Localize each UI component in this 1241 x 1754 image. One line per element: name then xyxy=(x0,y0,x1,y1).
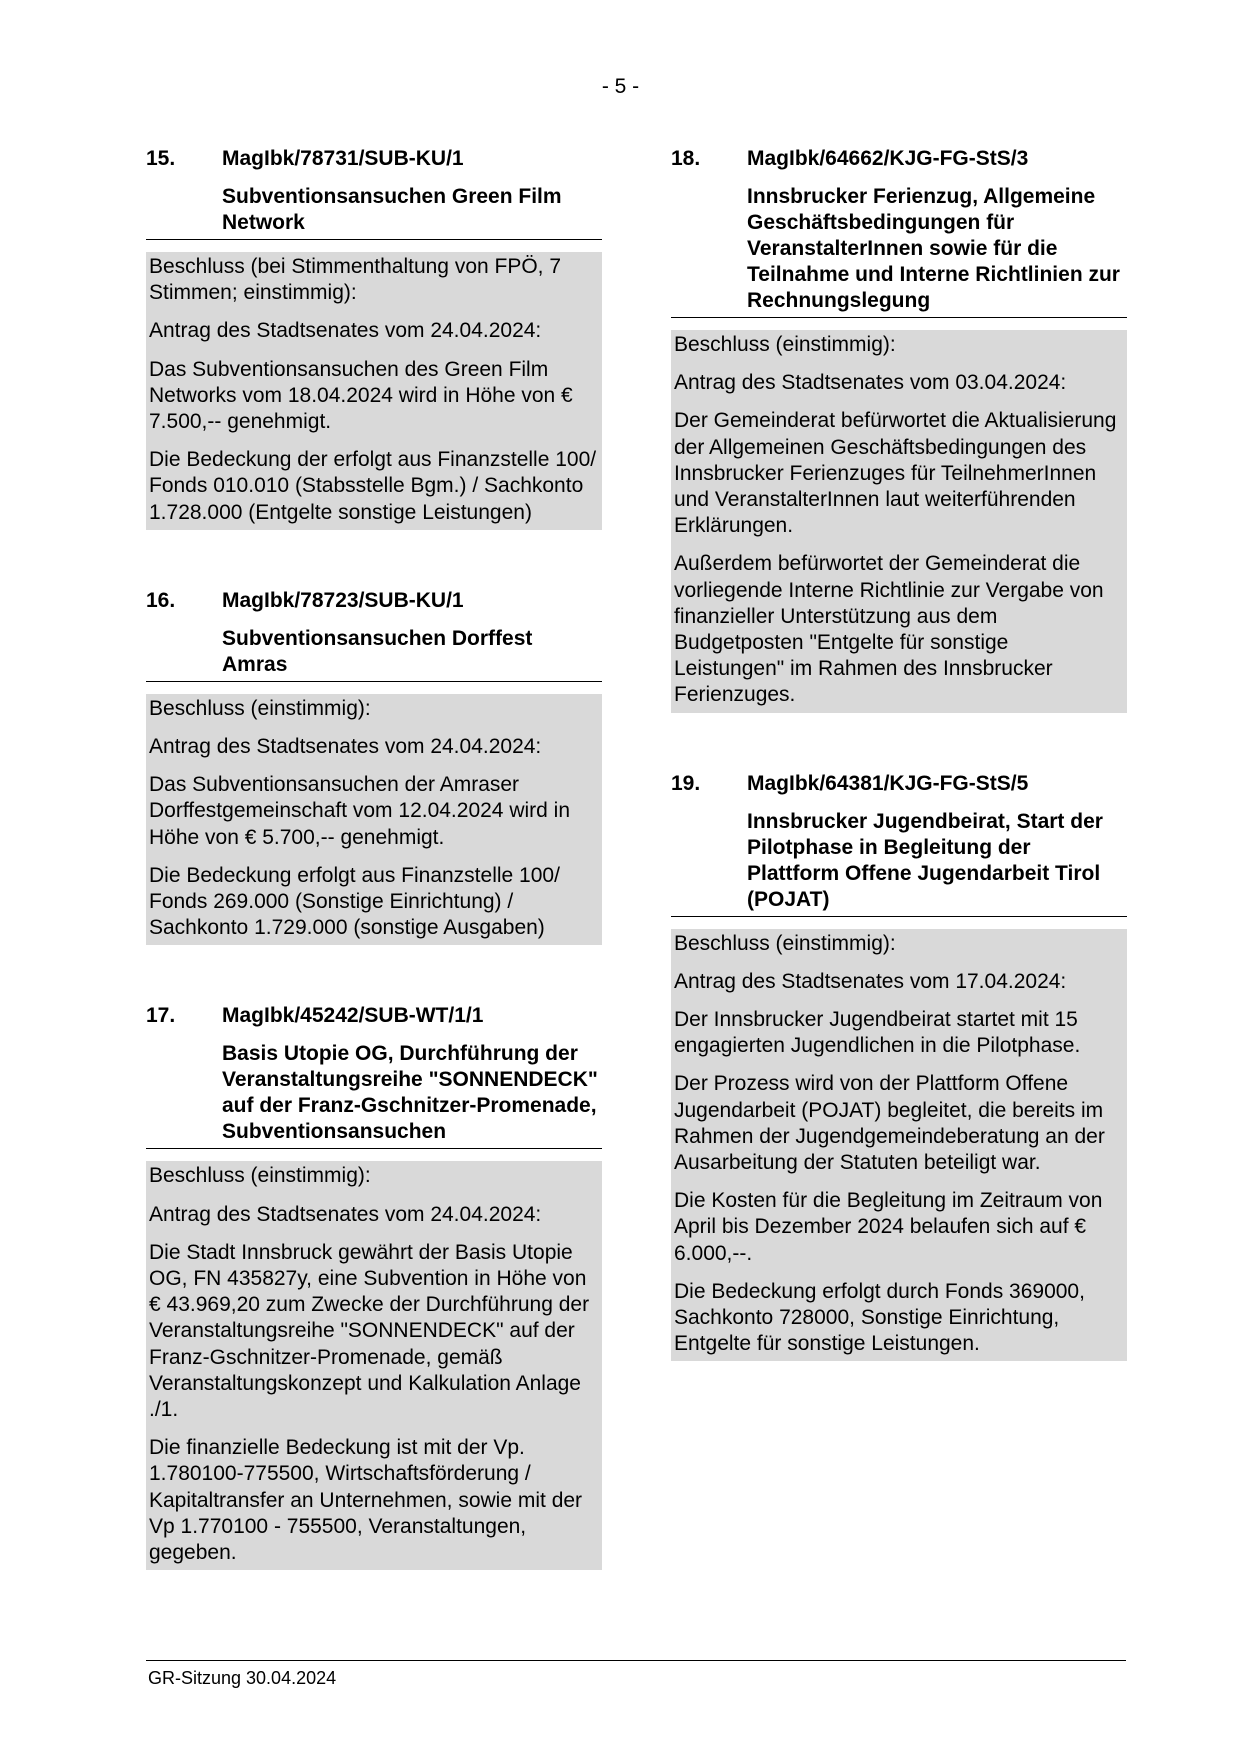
resolution-text: Beschluss (bei Stimmenthaltung von FPÖ, 7 Stimmen; einstimmig): xyxy=(149,255,562,305)
item-title: Basis Utopie OG, Durchführung der Veranstaltungsreihe "SONNENDECK" auf der Franz-Gschnitzer-Promenade, Subventionsansuchen xyxy=(222,1042,598,1144)
item-number: 15. xyxy=(146,147,176,170)
footer-divider xyxy=(146,1660,1126,1661)
resolution-box xyxy=(146,1161,602,1570)
body-paragraph: Der Prozess wird von der Plattform Offene Jugendarbeit (POJAT) begleitet, die bereits im Rahmen der Jugendgemeindeberatung an der Ausarbeitung der Statuten beteiligt war. xyxy=(674,1072,1105,1175)
item-code: MagIbk/78723/SUB-KU/1 xyxy=(222,588,464,612)
item-header xyxy=(671,146,1127,172)
body-paragraph: Die finanzielle Bedeckung ist mit der Vp. 1.780100-775500, Wirtschaftsförderung / Kapitaltransfer an Unternehmen, sowie mit der Vp 1.770100 - 755500, Veranstaltungen, gegeben. xyxy=(149,1436,583,1565)
item-code: MagIbk/64381/KJG-FG-StS/5 xyxy=(747,771,1029,795)
motion-text: Antrag des Stadtsenates vom 03.04.2024: xyxy=(674,371,1067,395)
item-title: Innsbrucker Jugendbeirat, Start der Pilotphase in Begleitung der Plattform Offene Jugendarbeit Tirol (POJAT) xyxy=(747,809,1103,911)
body-paragraph: Außerdem befürwortet der Gemeinderat die vorliegende Interne Richtlinie zur Vergabe von finanzieller Unterstützung aus dem Budgetposten "Entgelte für sonstige Leistungen" im Rahmen des Innsbrucker Ferienzuges. xyxy=(674,552,1104,707)
item-header xyxy=(146,146,602,172)
motion-text: Antrag des Stadtsenates vom 24.04.2024: xyxy=(149,1202,542,1226)
agenda-item-16 xyxy=(146,588,602,946)
item-title: Subventionsansuchen Green Film Network xyxy=(222,185,562,234)
resolution-box xyxy=(671,330,1127,713)
motion-text: Antrag des Stadtsenates vom 17.04.2024: xyxy=(674,969,1067,993)
item-number: 19. xyxy=(671,771,701,795)
item-header xyxy=(671,771,1127,797)
item-title: Innsbrucker Ferienzug, Allgemeine Geschäftsbedingungen für VeranstalterInnen sowie für die Teilnahme und Interne Richtlinien zur Rechnungslegung xyxy=(747,185,1120,312)
divider xyxy=(671,916,1127,917)
agenda-item-17 xyxy=(146,1003,602,1570)
body-paragraph: Die Kosten für die Begleitung im Zeitraum von April bis Dezember 2024 belaufen sich auf € 6.000,--. xyxy=(674,1189,1103,1265)
resolution-box xyxy=(146,252,602,530)
resolution-box xyxy=(671,929,1127,1362)
item-header xyxy=(146,1003,602,1029)
divider xyxy=(671,317,1127,318)
body-paragraph: Die Bedeckung erfolgt aus Finanzstelle 100/ Fonds 269.000 (Sonstige Einrichtung) / Sachkonto 1.729.000 (sonstige Ausgaben) xyxy=(149,863,560,940)
agenda-item-15 xyxy=(146,146,602,530)
left-column xyxy=(146,146,602,1628)
divider xyxy=(146,239,602,240)
item-header xyxy=(146,588,602,614)
motion-text: Antrag des Stadtsenates vom 24.04.2024: xyxy=(149,735,542,759)
right-column xyxy=(671,146,1127,1419)
resolution-text: Beschluss (einstimmig): xyxy=(674,931,896,955)
resolution-box xyxy=(146,694,602,946)
page-number: - 5 - xyxy=(601,75,640,98)
body-paragraph: Die Stadt Innsbruck gewährt der Basis Utopie OG, FN 435827y, eine Subvention in Höhe von € 43.969,20 zum Zwecke der Durchführung der Veranstaltungsreihe "SONNENDECK" auf der Franz-Gschnitzer-Promenade, gemäß Veranstaltungskonzept und Kalkulation Anlage ./1. xyxy=(149,1240,590,1422)
footer-text: GR-Sitzung 30.04.2024 xyxy=(148,1668,337,1688)
resolution-text: Beschluss (einstimmig): xyxy=(149,696,371,720)
resolution-text: Beschluss (einstimmig): xyxy=(674,333,896,356)
agenda-item-19 xyxy=(671,771,1127,1362)
item-code: MagIbk/45242/SUB-WT/1/1 xyxy=(222,1004,484,1028)
body-paragraph: Der Innsbrucker Jugendbeirat startet mit 15 engagierten Jugendlichen in die Pilotphase. xyxy=(674,1008,1081,1058)
item-number: 18. xyxy=(671,147,701,170)
divider xyxy=(146,1148,602,1149)
body-paragraph: Das Subventionsansuchen des Green Film Networks vom 18.04.2024 wird in Höhe von € 7.500,-- genehmigt. xyxy=(149,357,573,434)
item-code: MagIbk/64662/KJG-FG-StS/3 xyxy=(747,147,1029,170)
body-paragraph: Das Subventionsansuchen der Amraser Dorffestgemeinschaft vom 12.04.2024 wird in Höhe von € 5.700,-- genehmigt. xyxy=(149,773,571,849)
item-code: MagIbk/78731/SUB-KU/1 xyxy=(222,147,464,170)
motion-text: Antrag des Stadtsenates vom 24.04.2024: xyxy=(149,319,542,343)
body-paragraph: Die Bedeckung der erfolgt aus Finanzstelle 100/ Fonds 010.010 (Stabsstelle Bgm.) / Sachkonto 1.728.000 (Entgelte sonstige Leistungen) xyxy=(149,448,597,524)
item-title: Subventionsansuchen Dorffest Amras xyxy=(222,626,533,676)
body-paragraph: Der Gemeinderat befürwortet die Aktualisierung der Allgemeinen Geschäftsbedingungen des Innsbrucker Ferienzuges für TeilnehmerInnen und VeranstalterInnen laut weiterführenden Erklärungen. xyxy=(674,409,1117,538)
item-number: 16. xyxy=(146,588,176,612)
resolution-text: Beschluss (einstimmig): xyxy=(149,1164,371,1188)
agenda-item-18 xyxy=(671,146,1127,713)
body-paragraph: Die Bedeckung erfolgt durch Fonds 369000, Sachkonto 728000, Sonstige Einrichtung, Entgelte für sonstige Leistungen. xyxy=(674,1279,1085,1356)
divider xyxy=(146,681,602,682)
item-number: 17. xyxy=(146,1004,176,1028)
